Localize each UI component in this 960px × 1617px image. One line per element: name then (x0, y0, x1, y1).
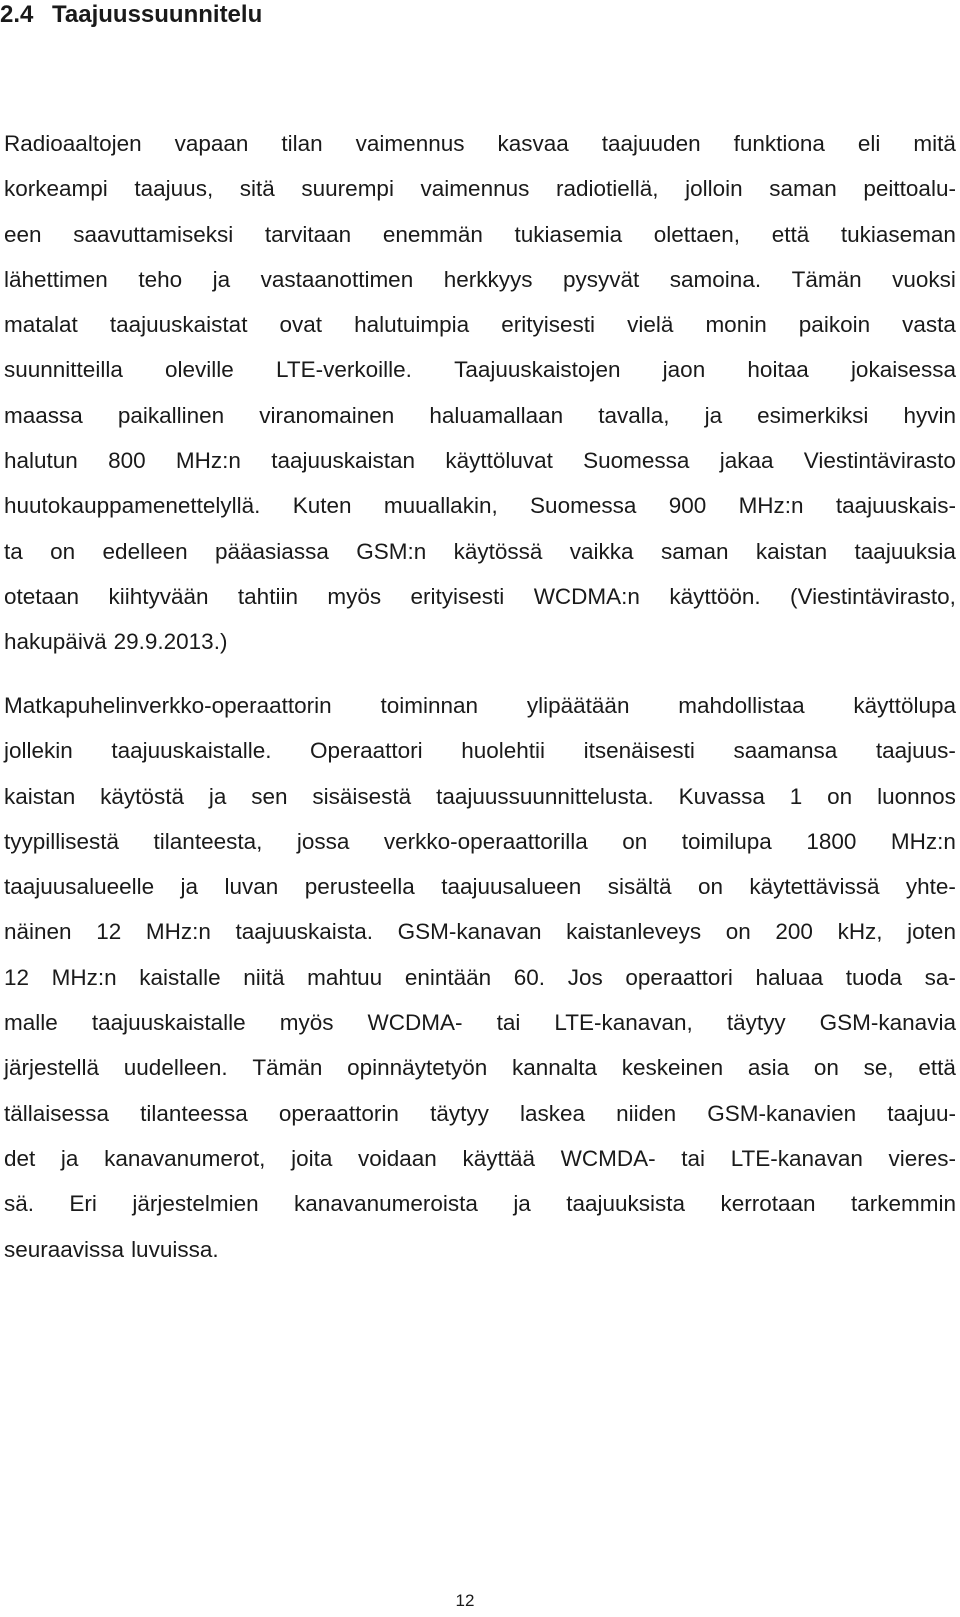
word: tyypillisestä (4, 828, 120, 854)
text-line (4, 827, 956, 872)
text-line (4, 1099, 956, 1144)
word: suurempi (301, 176, 394, 202)
word: paikallinen (117, 402, 225, 428)
word: huolehtii (461, 738, 546, 764)
word: tahtiin (237, 583, 298, 609)
word: halutun (4, 448, 78, 474)
word: kerrotaan (720, 1191, 816, 1217)
text-line (4, 1053, 956, 1098)
word: Suomessa (530, 493, 637, 519)
word: on (725, 919, 751, 945)
word: samoina. (669, 266, 762, 292)
word: opinnäytetyön (347, 1055, 488, 1081)
word: että (771, 221, 810, 247)
word: paikoin (798, 312, 871, 338)
word: teho (138, 266, 183, 292)
word: ja (60, 1145, 79, 1171)
word: käyttölupa (853, 693, 956, 718)
word: taajuuskaistan (271, 448, 416, 474)
word: sä. (4, 1191, 35, 1217)
word: mahtuu (307, 964, 383, 990)
word: luonnos (877, 783, 956, 809)
word: sitä (239, 176, 275, 202)
word: otetaan (4, 583, 80, 609)
word: on (813, 1055, 839, 1081)
word: ta (4, 538, 23, 564)
word: on (50, 538, 76, 564)
word: MHz:n (175, 448, 241, 474)
word: LTE-kanavan (730, 1145, 863, 1171)
word: myös (279, 1010, 334, 1036)
word: vaimennus (420, 176, 530, 202)
text-line (4, 872, 956, 917)
word: halutuimpia (354, 312, 470, 338)
word: 29.9.2013.) (113, 629, 228, 655)
word: ja (208, 783, 227, 809)
word: 12 (96, 919, 122, 945)
word: Eri (69, 1191, 97, 1217)
text-line (4, 129, 956, 174)
word: tai (496, 1010, 521, 1036)
word: keskeinen (621, 1055, 724, 1081)
word: 800 (108, 448, 146, 474)
word: kaistalle (139, 964, 221, 990)
word: kasvaa (497, 131, 569, 156)
word: kiihtyvään (108, 583, 209, 609)
word: itsenäisesti (583, 738, 695, 764)
paragraph-2 (4, 691, 956, 1280)
word: WCMDA- (560, 1145, 656, 1171)
word: pääasiassa (215, 538, 329, 564)
word: tuoda (845, 964, 903, 990)
text-line (4, 401, 956, 446)
word: 1800 (806, 828, 857, 854)
word: vastaanottimen (260, 266, 414, 292)
word: saamansa (733, 738, 838, 764)
word: mitä (913, 131, 956, 156)
word: tarvitaan (264, 221, 352, 247)
word: jokaisessa (850, 357, 956, 383)
word: Kuvassa (678, 783, 765, 809)
word: taajuuksista (566, 1191, 686, 1217)
word: MHz:n (145, 919, 211, 945)
word: funktiona (733, 131, 825, 156)
word: kaistanleveys (566, 919, 702, 945)
section-heading (0, 0, 262, 30)
word: Viestintävirasto (803, 448, 956, 474)
word: tilanteesta, (153, 828, 263, 854)
word: taajuussuunnittelusta. (436, 783, 654, 809)
word: MHz:n (51, 964, 117, 990)
word: on (622, 828, 648, 854)
word: olettaen, (653, 221, 741, 247)
word: täytyy (430, 1100, 489, 1126)
word: luvan (224, 874, 279, 900)
word: Matkapuhelinverkko-operaattorin (4, 693, 332, 718)
word: taajuuden (601, 131, 701, 156)
word: herkkyys (443, 266, 533, 292)
word: MHz:n (738, 493, 804, 519)
word: radiotiellä, (555, 176, 659, 202)
page-number: 12 (455, 1591, 475, 1610)
word: ja (212, 266, 231, 292)
word: Taajuuskaistojen (454, 357, 621, 383)
word: uudelleen. (123, 1055, 228, 1081)
word: taajuus- (875, 738, 956, 764)
word: 12 (4, 964, 30, 990)
word: haluamallaan (429, 402, 564, 428)
word: joita (291, 1145, 333, 1171)
text-line (4, 1008, 956, 1053)
word: muuallakin, (383, 493, 498, 519)
word: ylipäätään (526, 693, 630, 718)
word: luvuissa. (131, 1236, 219, 1262)
word: niiden (616, 1100, 677, 1126)
word: jaon (662, 357, 706, 383)
text-line (4, 627, 956, 672)
word: sisäisestä (312, 783, 412, 809)
word: myös (327, 583, 382, 609)
word: taajuuskaistat (109, 312, 248, 338)
word: Radioaaltojen (4, 131, 142, 156)
word: perusteella (304, 874, 415, 900)
word: vapaan (174, 131, 249, 156)
word: vieres- (888, 1145, 956, 1171)
word: mahdollistaa (678, 693, 805, 718)
word: MHz:n (890, 828, 956, 854)
word: GSM-kanavien (707, 1100, 857, 1126)
word: LTE-verkoille. (276, 357, 412, 383)
word: jolloin (685, 176, 743, 202)
word: huutokauppamenettelyllä. (4, 493, 261, 519)
word: käytettävissä (749, 874, 880, 900)
word: ja (180, 874, 199, 900)
word: det (4, 1145, 36, 1171)
word: Kuten (292, 493, 352, 519)
word: taajuus, (134, 176, 214, 202)
word: enemmän (382, 221, 483, 247)
word: Tämän (252, 1055, 323, 1081)
word: vuoksi (892, 266, 956, 292)
word: vaimennus (355, 131, 465, 156)
word: edelleen (102, 538, 188, 564)
text-line (4, 220, 956, 265)
text-line (4, 782, 956, 827)
word: verkko-operaattorilla (383, 828, 588, 854)
word: vaikka (569, 538, 634, 564)
word: sisältä (607, 874, 672, 900)
word: taajuuskaistalle (91, 1010, 246, 1036)
word: monin (705, 312, 767, 338)
word: kaistan (755, 538, 828, 564)
word: yhte- (905, 874, 956, 900)
text-line (4, 446, 956, 491)
word: 1 (789, 783, 803, 809)
word: jossa (296, 828, 350, 854)
word: sen (251, 783, 288, 809)
word: on (827, 783, 853, 809)
text-line (4, 963, 956, 1008)
word: GSM-kanavan (397, 919, 542, 945)
word: toiminnan (380, 693, 479, 718)
word: Suomessa (583, 448, 690, 474)
word: taajuusalueelle (4, 874, 155, 900)
text-line (4, 691, 956, 736)
word: käyttää (462, 1145, 536, 1171)
word: vielä (627, 312, 674, 338)
word: joten (907, 919, 956, 945)
word: käyttöluvat (445, 448, 553, 474)
word: vasta (902, 312, 956, 338)
word: Tämän (791, 266, 862, 292)
word: voidaan (358, 1145, 437, 1171)
text-line (4, 355, 956, 400)
word: kHz, (837, 919, 883, 945)
text-line (4, 1144, 956, 1189)
word: kaistan (4, 783, 76, 809)
word: esimerkiksi (757, 402, 869, 428)
word: taajuu- (887, 1100, 956, 1126)
word: toimilupa (681, 828, 772, 854)
text-line (4, 582, 956, 627)
word: tukiasemia (514, 221, 623, 247)
text-line (4, 1189, 956, 1234)
word: kannalta (511, 1055, 598, 1081)
word: tarkemmin (850, 1191, 956, 1217)
word: seuraavissa (4, 1236, 125, 1262)
text-line (4, 736, 956, 781)
paragraph-1 (4, 129, 956, 673)
word: taajuuskaistalle. (111, 738, 272, 764)
word: sa- (924, 964, 956, 990)
text-line (4, 491, 956, 536)
word: Jos (567, 964, 603, 990)
word: WCDMA:n (533, 583, 640, 609)
word: lähettimen (4, 266, 108, 292)
text-line (4, 265, 956, 310)
word: tällaisessa (4, 1100, 110, 1126)
word: peittoalu- (863, 176, 956, 202)
word: hyvin (903, 402, 956, 428)
word: jakaa (719, 448, 774, 474)
word: saavuttamiseksi (73, 221, 234, 247)
word: hoitaa (747, 357, 809, 383)
word: tai (681, 1145, 706, 1171)
word: tukiaseman (840, 221, 956, 247)
word: GSM-kanavia (819, 1010, 956, 1036)
word: suunnitteilla (4, 357, 123, 383)
word: jollekin (4, 738, 73, 764)
section-number: 2.4 (0, 1, 34, 28)
word: ovat (279, 312, 323, 338)
word: näinen (4, 919, 72, 945)
word: 60. (513, 964, 546, 990)
word: laskea (519, 1100, 585, 1126)
word: asia (747, 1055, 790, 1081)
word: käyttöön. (669, 583, 761, 609)
word: een (4, 221, 42, 247)
text-line (4, 174, 956, 219)
word: niitä (243, 964, 285, 990)
word: eli (857, 131, 881, 156)
word: LTE-kanavan, (554, 1010, 693, 1036)
word: maassa (4, 402, 83, 428)
word: ja (704, 402, 723, 428)
text-line (4, 537, 956, 582)
word: taajuuksia (854, 538, 956, 564)
word: ja (513, 1191, 531, 1217)
word: operaattori (625, 964, 733, 990)
word: malle (4, 1010, 58, 1036)
word: oleville (165, 357, 234, 383)
word: kanavanumerot, (104, 1145, 266, 1171)
text-line (4, 310, 956, 355)
word: se, (863, 1055, 894, 1081)
word: on (697, 874, 723, 900)
word: tavalla, (598, 402, 670, 428)
word: erityisesti (501, 312, 596, 338)
word: kanavanumeroista (294, 1191, 478, 1217)
word: WCDMA- (367, 1010, 463, 1036)
word: (Viestintävirasto, (790, 583, 956, 609)
word: Operaattori (310, 738, 423, 764)
word: erityisesti (410, 583, 505, 609)
word: tilan (281, 131, 323, 156)
word: tilanteessa (140, 1100, 248, 1126)
word: täytyy (726, 1010, 786, 1036)
word: matalat (4, 312, 78, 338)
word: taajuusalueen (441, 874, 582, 900)
word: viranomainen (259, 402, 395, 428)
word: taajuuskais- (835, 493, 956, 519)
word: käytöstä (100, 783, 184, 809)
word: että (918, 1055, 956, 1081)
word: enintään (404, 964, 492, 990)
section-title: Taajuussuunnitelu (52, 1, 263, 28)
word: taajuuskaista. (235, 919, 374, 945)
word: käytössä (453, 538, 543, 564)
word: pysyvät (563, 266, 640, 292)
word: 900 (668, 493, 707, 519)
word: 200 (775, 919, 813, 945)
text-line (4, 1235, 956, 1280)
word: järjestelmien (132, 1191, 259, 1217)
word: GSM:n (356, 538, 427, 564)
word: operaattorin (278, 1100, 399, 1126)
text-line (4, 917, 956, 962)
word: saman (660, 538, 729, 564)
word: saman (769, 176, 837, 202)
word: haluaa (755, 964, 824, 990)
word: hakupäivä (4, 629, 107, 655)
word: korkeampi (4, 176, 108, 202)
word: järjestellä (4, 1055, 100, 1081)
